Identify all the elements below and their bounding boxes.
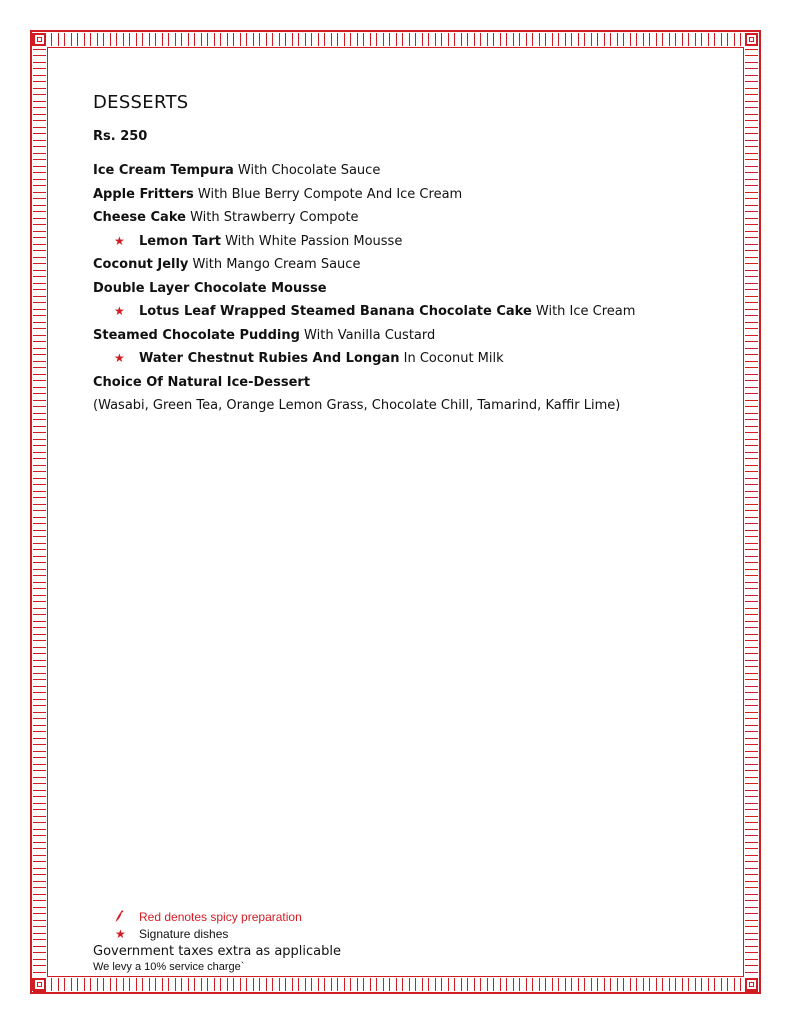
menu-content: [93, 92, 693, 418]
item-name: Cheese Cake: [93, 210, 186, 225]
star-icon: ★: [114, 304, 125, 318]
border-bottom: [32, 978, 759, 991]
border-corner-icon: [33, 33, 46, 46]
border-right: [745, 32, 758, 992]
flavour-list: (Wasabi, Green Tea, Orange Lemon Grass, Chocolate Chill, Tamarind, Kaffir Lime): [93, 398, 621, 413]
menu-item-signature: [93, 230, 693, 254]
item-desc: With Strawberry Compote: [185, 210, 359, 225]
item-name: Lotus Leaf Wrapped Steamed Banana Chocolate Cake: [139, 304, 532, 319]
price: Rs. 250: [93, 129, 148, 144]
border-corner-icon: [745, 33, 758, 46]
legend-signature-label: Signature dishes: [139, 927, 229, 941]
menu-item: [93, 183, 693, 207]
star-icon: ★: [114, 233, 125, 248]
border-left: [33, 32, 46, 992]
tax-note: Government taxes extra as applicable: [93, 944, 342, 959]
menu-item: [93, 324, 693, 348]
item-desc: In Coconut Milk: [399, 351, 504, 366]
menu-item: [93, 253, 693, 277]
section-title: DESSERTS: [93, 92, 189, 113]
item-desc: With Chocolate Sauce: [233, 163, 381, 178]
chili-icon: [115, 909, 139, 926]
legend-signature: [93, 926, 341, 943]
item-desc: With White Passion Mousse: [220, 233, 403, 249]
item-desc: With Ice Cream: [531, 304, 636, 319]
legend: [93, 909, 341, 975]
border-corner-icon: [745, 978, 758, 991]
service-charge-note: We levy a 10% service charge`: [93, 961, 245, 973]
star-icon: ★: [115, 927, 126, 941]
item-desc: With Vanilla Custard: [299, 327, 436, 343]
item-name: Apple Fritters: [93, 186, 194, 202]
menu-item: [93, 159, 693, 183]
item-name: Ice Cream Tempura: [93, 163, 234, 178]
item-name: Lemon Tart: [139, 233, 221, 249]
border-top: [32, 33, 759, 46]
legend-spicy-label: Red denotes spicy preparation: [139, 910, 302, 924]
item-name: Choice Of Natural Ice-Dessert: [93, 374, 311, 390]
star-icon: ★: [114, 351, 125, 365]
menu-item: [93, 277, 693, 301]
menu-item: [93, 371, 693, 395]
item-name: Double Layer Chocolate Mousse: [93, 280, 327, 296]
item-name: Coconut Jelly: [93, 257, 189, 272]
menu-item-signature: [93, 347, 693, 371]
border-corner-icon: [33, 978, 46, 991]
item-name: Water Chestnut Rubies And Longan: [139, 351, 400, 366]
item-name: Steamed Chocolate Pudding: [93, 327, 300, 343]
menu-item: [93, 206, 693, 230]
menu-item-signature: [93, 300, 693, 324]
item-desc: With Mango Cream Sauce: [188, 257, 361, 272]
legend-spicy: [93, 909, 341, 926]
item-desc: With Blue Berry Compote And Ice Cream: [193, 186, 463, 202]
